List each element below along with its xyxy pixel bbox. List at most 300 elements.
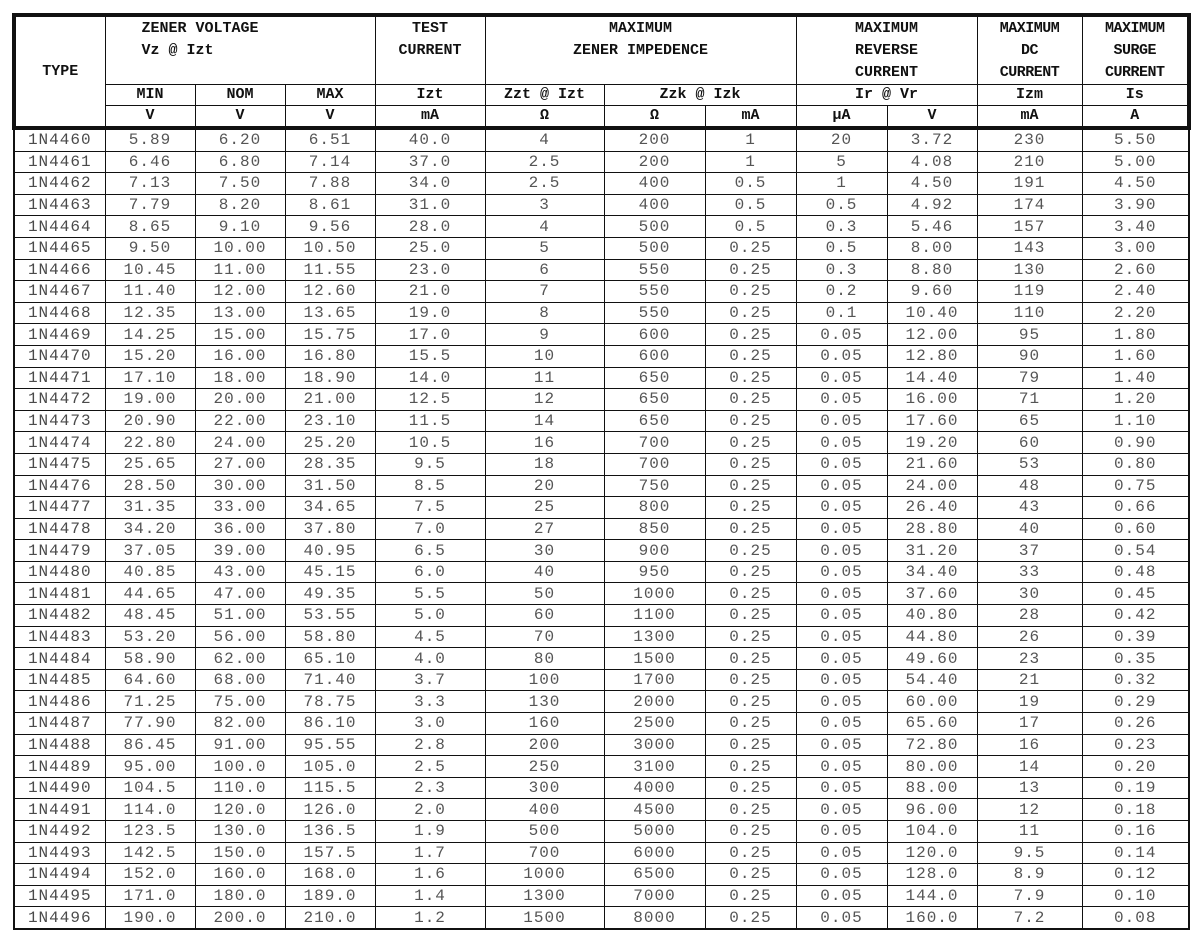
cell-vr: 24.00	[887, 475, 977, 497]
cell-type: 1N4470	[14, 345, 105, 367]
cell-izm: 65	[977, 410, 1082, 432]
cell-vr: 19.20	[887, 432, 977, 454]
cell-izk: 0.25	[705, 691, 796, 713]
cell-vz-nom: 160.0	[195, 864, 285, 886]
unit-cell: V	[887, 106, 977, 129]
cell-zzk: 4500	[604, 799, 705, 821]
cell-is: 0.39	[1082, 626, 1189, 648]
cell-izm: 30	[977, 583, 1082, 605]
cell-vz-nom: 6.80	[195, 151, 285, 173]
table-row	[14, 281, 1189, 303]
cell-izt: 6.5	[375, 540, 485, 562]
header-izm: Izm	[977, 85, 1082, 106]
cell-izk: 0.25	[705, 756, 796, 778]
cell-izm: 143	[977, 237, 1082, 259]
table-row	[14, 907, 1189, 929]
cell-vz-nom: 47.00	[195, 583, 285, 605]
cell-vz-min: 86.45	[105, 734, 195, 756]
header-test-current-line1: TEST	[411, 20, 448, 37]
cell-type: 1N4494	[14, 864, 105, 886]
cell-vz-nom: 18.00	[195, 367, 285, 389]
cell-vz-max: 23.10	[285, 410, 375, 432]
cell-zzk: 500	[604, 237, 705, 259]
cell-vz-max: 189.0	[285, 885, 375, 907]
cell-is: 1.20	[1082, 389, 1189, 411]
table-row	[14, 389, 1189, 411]
cell-izk: 0.25	[705, 453, 796, 475]
cell-vz-min: 19.00	[105, 389, 195, 411]
cell-zzk: 1000	[604, 583, 705, 605]
cell-zzt: 700	[485, 842, 604, 864]
cell-vz-max: 7.88	[285, 173, 375, 195]
cell-zzk: 2500	[604, 713, 705, 735]
cell-vz-min: 48.45	[105, 605, 195, 627]
cell-vz-max: 40.95	[285, 540, 375, 562]
cell-vz-nom: 22.00	[195, 410, 285, 432]
cell-izk: 0.25	[705, 583, 796, 605]
header-unit-row	[14, 106, 1189, 129]
cell-type: 1N4475	[14, 453, 105, 475]
cell-type: 1N4460	[14, 128, 105, 151]
cell-zzk: 700	[604, 453, 705, 475]
cell-vz-nom: 33.00	[195, 497, 285, 519]
cell-vz-max: 86.10	[285, 713, 375, 735]
cell-vz-max: 12.60	[285, 281, 375, 303]
cell-zzt: 80	[485, 648, 604, 670]
cell-izt: 2.0	[375, 799, 485, 821]
cell-vz-max: 6.51	[285, 128, 375, 151]
unit-cell: mA	[375, 106, 485, 129]
cell-zzk: 500	[604, 216, 705, 238]
cell-is: 0.35	[1082, 648, 1189, 670]
cell-ir: 0.05	[796, 734, 887, 756]
cell-is: 3.00	[1082, 237, 1189, 259]
header-test-current-line2: CURRENT	[398, 42, 462, 59]
cell-vr: 9.60	[887, 281, 977, 303]
cell-ir: 0.05	[796, 497, 887, 519]
table-row	[14, 561, 1189, 583]
cell-type: 1N4487	[14, 713, 105, 735]
cell-zzt: 11	[485, 367, 604, 389]
cell-vr: 80.00	[887, 756, 977, 778]
cell-vz-nom: 56.00	[195, 626, 285, 648]
cell-vr: 40.80	[887, 605, 977, 627]
header-max-reverse-line2: REVERSE	[854, 42, 918, 59]
cell-vz-nom: 110.0	[195, 777, 285, 799]
cell-is: 0.48	[1082, 561, 1189, 583]
cell-izk: 0.25	[705, 389, 796, 411]
cell-izm: 9.5	[977, 842, 1082, 864]
cell-zzk: 400	[604, 194, 705, 216]
cell-ir: 0.05	[796, 540, 887, 562]
cell-is: 0.42	[1082, 605, 1189, 627]
cell-izm: 79	[977, 367, 1082, 389]
cell-type: 1N4461	[14, 151, 105, 173]
cell-izk: 0.5	[705, 194, 796, 216]
cell-izk: 0.25	[705, 821, 796, 843]
cell-ir: 0.05	[796, 583, 887, 605]
cell-izk: 1	[705, 151, 796, 173]
cell-vr: 160.0	[887, 907, 977, 929]
cell-izk: 0.25	[705, 907, 796, 929]
cell-izk: 0.25	[705, 432, 796, 454]
cell-izm: 210	[977, 151, 1082, 173]
cell-zzk: 8000	[604, 907, 705, 929]
cell-is: 0.14	[1082, 842, 1189, 864]
table-row	[14, 777, 1189, 799]
cell-vz-max: 53.55	[285, 605, 375, 627]
cell-vz-min: 71.25	[105, 691, 195, 713]
cell-izk: 0.25	[705, 734, 796, 756]
cell-vz-nom: 91.00	[195, 734, 285, 756]
cell-vz-max: 58.80	[285, 626, 375, 648]
table-row	[14, 410, 1189, 432]
cell-ir: 20	[796, 128, 887, 151]
cell-type: 1N4466	[14, 259, 105, 281]
cell-vz-nom: 82.00	[195, 713, 285, 735]
cell-vz-nom: 10.00	[195, 237, 285, 259]
cell-izk: 0.25	[705, 345, 796, 367]
cell-ir: 0.05	[796, 561, 887, 583]
cell-is: 2.20	[1082, 302, 1189, 324]
header-max-dc-line2: DC	[1020, 42, 1038, 59]
cell-izt: 1.6	[375, 864, 485, 886]
cell-vz-min: 40.85	[105, 561, 195, 583]
cell-zzt: 14	[485, 410, 604, 432]
cell-izk: 0.25	[705, 777, 796, 799]
cell-izt: 23.0	[375, 259, 485, 281]
cell-zzk: 1700	[604, 669, 705, 691]
cell-vz-min: 34.20	[105, 518, 195, 540]
cell-zzt: 130	[485, 691, 604, 713]
cell-zzt: 200	[485, 734, 604, 756]
cell-zzt: 12	[485, 389, 604, 411]
table-row	[14, 497, 1189, 519]
cell-zzk: 600	[604, 345, 705, 367]
table-row	[14, 367, 1189, 389]
cell-zzk: 900	[604, 540, 705, 562]
cell-izm: 14	[977, 756, 1082, 778]
cell-zzk: 950	[604, 561, 705, 583]
table-row	[14, 864, 1189, 886]
cell-type: 1N4488	[14, 734, 105, 756]
cell-vz-nom: 16.00	[195, 345, 285, 367]
cell-izt: 25.0	[375, 237, 485, 259]
cell-izt: 34.0	[375, 173, 485, 195]
cell-is: 2.60	[1082, 259, 1189, 281]
cell-izm: 33	[977, 561, 1082, 583]
cell-vr: 128.0	[887, 864, 977, 886]
cell-izm: 71	[977, 389, 1082, 411]
cell-zzk: 2000	[604, 691, 705, 713]
cell-zzt: 100	[485, 669, 604, 691]
cell-izk: 0.25	[705, 713, 796, 735]
cell-is: 1.10	[1082, 410, 1189, 432]
cell-vz-nom: 13.00	[195, 302, 285, 324]
table-row	[14, 151, 1189, 173]
cell-is: 0.12	[1082, 864, 1189, 886]
cell-vz-max: 105.0	[285, 756, 375, 778]
cell-izt: 8.5	[375, 475, 485, 497]
table-row	[14, 216, 1189, 238]
cell-zzt: 70	[485, 626, 604, 648]
cell-vz-nom: 11.00	[195, 259, 285, 281]
cell-ir: 0.3	[796, 216, 887, 238]
unit-cell: V	[285, 106, 375, 129]
header-zener-voltage	[105, 15, 375, 85]
cell-is: 0.19	[1082, 777, 1189, 799]
header-max-surge-line2: SURGE	[1113, 42, 1156, 59]
cell-ir: 0.05	[796, 605, 887, 627]
table-row	[14, 626, 1189, 648]
cell-vz-min: 17.10	[105, 367, 195, 389]
cell-zzt: 9	[485, 324, 604, 346]
table-row	[14, 583, 1189, 605]
cell-zzk: 3000	[604, 734, 705, 756]
cell-vr: 34.40	[887, 561, 977, 583]
cell-type: 1N4474	[14, 432, 105, 454]
cell-type: 1N4480	[14, 561, 105, 583]
header-izt: Izt	[375, 85, 485, 106]
cell-ir: 0.05	[796, 518, 887, 540]
cell-izk: 0.25	[705, 410, 796, 432]
cell-vz-max: 18.90	[285, 367, 375, 389]
header-max-dc-line3: CURRENT	[999, 64, 1060, 81]
cell-vz-min: 190.0	[105, 907, 195, 929]
cell-ir: 0.05	[796, 842, 887, 864]
header-param-row	[14, 85, 1189, 106]
cell-vz-min: 58.90	[105, 648, 195, 670]
table-row	[14, 259, 1189, 281]
cell-vz-min: 37.05	[105, 540, 195, 562]
cell-is: 0.66	[1082, 497, 1189, 519]
cell-izk: 0.25	[705, 799, 796, 821]
cell-zzk: 1300	[604, 626, 705, 648]
cell-izm: 7.9	[977, 885, 1082, 907]
cell-izt: 10.5	[375, 432, 485, 454]
table-row	[14, 713, 1189, 735]
header-zener-voltage-title: ZENER VOLTAGE	[141, 20, 259, 37]
cell-ir: 0.05	[796, 648, 887, 670]
cell-is: 0.45	[1082, 583, 1189, 605]
table-row	[14, 756, 1189, 778]
cell-izt: 12.5	[375, 389, 485, 411]
cell-vz-max: 34.65	[285, 497, 375, 519]
cell-vz-max: 37.80	[285, 518, 375, 540]
cell-ir: 0.05	[796, 626, 887, 648]
cell-vz-nom: 20.00	[195, 389, 285, 411]
cell-vr: 37.60	[887, 583, 977, 605]
cell-is: 3.90	[1082, 194, 1189, 216]
cell-izm: 53	[977, 453, 1082, 475]
cell-is: 4.50	[1082, 173, 1189, 195]
cell-is: 1.80	[1082, 324, 1189, 346]
table-row	[14, 324, 1189, 346]
cell-zzt: 2.5	[485, 151, 604, 173]
header-max-surge-line1: MAXIMUM	[1104, 20, 1165, 37]
cell-vz-min: 28.50	[105, 475, 195, 497]
cell-vz-max: 15.75	[285, 324, 375, 346]
cell-is: 0.80	[1082, 453, 1189, 475]
cell-vz-nom: 75.00	[195, 691, 285, 713]
cell-vz-min: 8.65	[105, 216, 195, 238]
cell-ir: 0.05	[796, 691, 887, 713]
cell-vz-max: 157.5	[285, 842, 375, 864]
cell-izm: 174	[977, 194, 1082, 216]
header-max-impedance-line1: MAXIMUM	[608, 20, 672, 37]
cell-zzt: 20	[485, 475, 604, 497]
cell-ir: 0.5	[796, 237, 887, 259]
cell-zzk: 850	[604, 518, 705, 540]
cell-vr: 4.50	[887, 173, 977, 195]
cell-zzk: 750	[604, 475, 705, 497]
cell-izm: 11	[977, 821, 1082, 843]
table-row	[14, 173, 1189, 195]
cell-vz-nom: 27.00	[195, 453, 285, 475]
cell-ir: 0.05	[796, 389, 887, 411]
cell-vz-max: 9.56	[285, 216, 375, 238]
cell-zzk: 650	[604, 367, 705, 389]
cell-izk: 0.25	[705, 475, 796, 497]
table-row	[14, 885, 1189, 907]
cell-izk: 0.5	[705, 173, 796, 195]
cell-vz-max: 49.35	[285, 583, 375, 605]
cell-vz-min: 25.65	[105, 453, 195, 475]
cell-zzk: 650	[604, 389, 705, 411]
header-max-dc-current	[977, 15, 1082, 85]
cell-vr: 12.80	[887, 345, 977, 367]
cell-izk: 0.25	[705, 648, 796, 670]
cell-zzt: 4	[485, 128, 604, 151]
header-zzk: Zzk @ Izk	[604, 85, 796, 106]
cell-izt: 5.5	[375, 583, 485, 605]
cell-izm: 230	[977, 128, 1082, 151]
cell-vz-min: 152.0	[105, 864, 195, 886]
cell-ir: 0.1	[796, 302, 887, 324]
table-row	[14, 821, 1189, 843]
cell-izt: 11.5	[375, 410, 485, 432]
cell-vz-max: 10.50	[285, 237, 375, 259]
cell-izm: 191	[977, 173, 1082, 195]
cell-type: 1N4491	[14, 799, 105, 821]
cell-izm: 13	[977, 777, 1082, 799]
cell-vz-min: 64.60	[105, 669, 195, 691]
cell-type: 1N4484	[14, 648, 105, 670]
cell-izt: 40.0	[375, 128, 485, 151]
cell-vz-min: 171.0	[105, 885, 195, 907]
cell-type: 1N4467	[14, 281, 105, 303]
cell-izm: 19	[977, 691, 1082, 713]
table-row	[14, 540, 1189, 562]
table-header	[14, 15, 1189, 128]
cell-izm: 43	[977, 497, 1082, 519]
cell-ir: 0.05	[796, 799, 887, 821]
cell-type: 1N4468	[14, 302, 105, 324]
cell-type: 1N4472	[14, 389, 105, 411]
cell-izm: 119	[977, 281, 1082, 303]
cell-is: 0.32	[1082, 669, 1189, 691]
cell-izt: 14.0	[375, 367, 485, 389]
cell-izm: 26	[977, 626, 1082, 648]
cell-vr: 16.00	[887, 389, 977, 411]
cell-zzk: 550	[604, 259, 705, 281]
table-row	[14, 237, 1189, 259]
cell-izm: 28	[977, 605, 1082, 627]
cell-is: 3.40	[1082, 216, 1189, 238]
cell-izt: 37.0	[375, 151, 485, 173]
cell-vr: 12.00	[887, 324, 977, 346]
cell-vz-nom: 9.10	[195, 216, 285, 238]
cell-vz-max: 78.75	[285, 691, 375, 713]
cell-zzk: 550	[604, 281, 705, 303]
cell-zzk: 200	[604, 151, 705, 173]
cell-zzt: 160	[485, 713, 604, 735]
cell-vz-max: 71.40	[285, 669, 375, 691]
cell-is: 1.60	[1082, 345, 1189, 367]
cell-izk: 0.5	[705, 216, 796, 238]
table-row	[14, 453, 1189, 475]
cell-izm: 130	[977, 259, 1082, 281]
cell-zzk: 1500	[604, 648, 705, 670]
cell-vz-nom: 130.0	[195, 821, 285, 843]
cell-vr: 54.40	[887, 669, 977, 691]
cell-izk: 0.25	[705, 885, 796, 907]
cell-vr: 72.80	[887, 734, 977, 756]
cell-vz-min: 104.5	[105, 777, 195, 799]
cell-vz-min: 53.20	[105, 626, 195, 648]
cell-zzt: 5	[485, 237, 604, 259]
cell-vz-min: 12.35	[105, 302, 195, 324]
cell-zzt: 1000	[485, 864, 604, 886]
cell-is: 0.75	[1082, 475, 1189, 497]
cell-vz-nom: 51.00	[195, 605, 285, 627]
cell-ir: 0.5	[796, 194, 887, 216]
cell-zzk: 600	[604, 324, 705, 346]
cell-izm: 17	[977, 713, 1082, 735]
cell-vz-nom: 36.00	[195, 518, 285, 540]
cell-zzt: 60	[485, 605, 604, 627]
cell-izk: 0.25	[705, 540, 796, 562]
cell-ir: 0.3	[796, 259, 887, 281]
header-max-zener-impedance	[485, 15, 796, 85]
cell-vz-min: 11.40	[105, 281, 195, 303]
cell-vz-min: 44.65	[105, 583, 195, 605]
cell-vz-max: 65.10	[285, 648, 375, 670]
cell-izk: 0.25	[705, 842, 796, 864]
unit-cell: µA	[796, 106, 887, 129]
cell-vz-max: 115.5	[285, 777, 375, 799]
header-is: Is	[1082, 85, 1189, 106]
cell-zzt: 30	[485, 540, 604, 562]
cell-is: 5.00	[1082, 151, 1189, 173]
cell-izm: 95	[977, 324, 1082, 346]
cell-type: 1N4473	[14, 410, 105, 432]
cell-zzt: 2.5	[485, 173, 604, 195]
unit-cell: V	[105, 106, 195, 129]
cell-vz-nom: 15.00	[195, 324, 285, 346]
cell-type: 1N4464	[14, 216, 105, 238]
cell-izk: 0.25	[705, 367, 796, 389]
cell-vz-max: 25.20	[285, 432, 375, 454]
cell-izt: 17.0	[375, 324, 485, 346]
cell-type: 1N4493	[14, 842, 105, 864]
table-row	[14, 734, 1189, 756]
cell-izk: 0.25	[705, 518, 796, 540]
cell-zzt: 400	[485, 799, 604, 821]
cell-ir: 0.05	[796, 432, 887, 454]
cell-vz-nom: 39.00	[195, 540, 285, 562]
cell-is: 0.23	[1082, 734, 1189, 756]
